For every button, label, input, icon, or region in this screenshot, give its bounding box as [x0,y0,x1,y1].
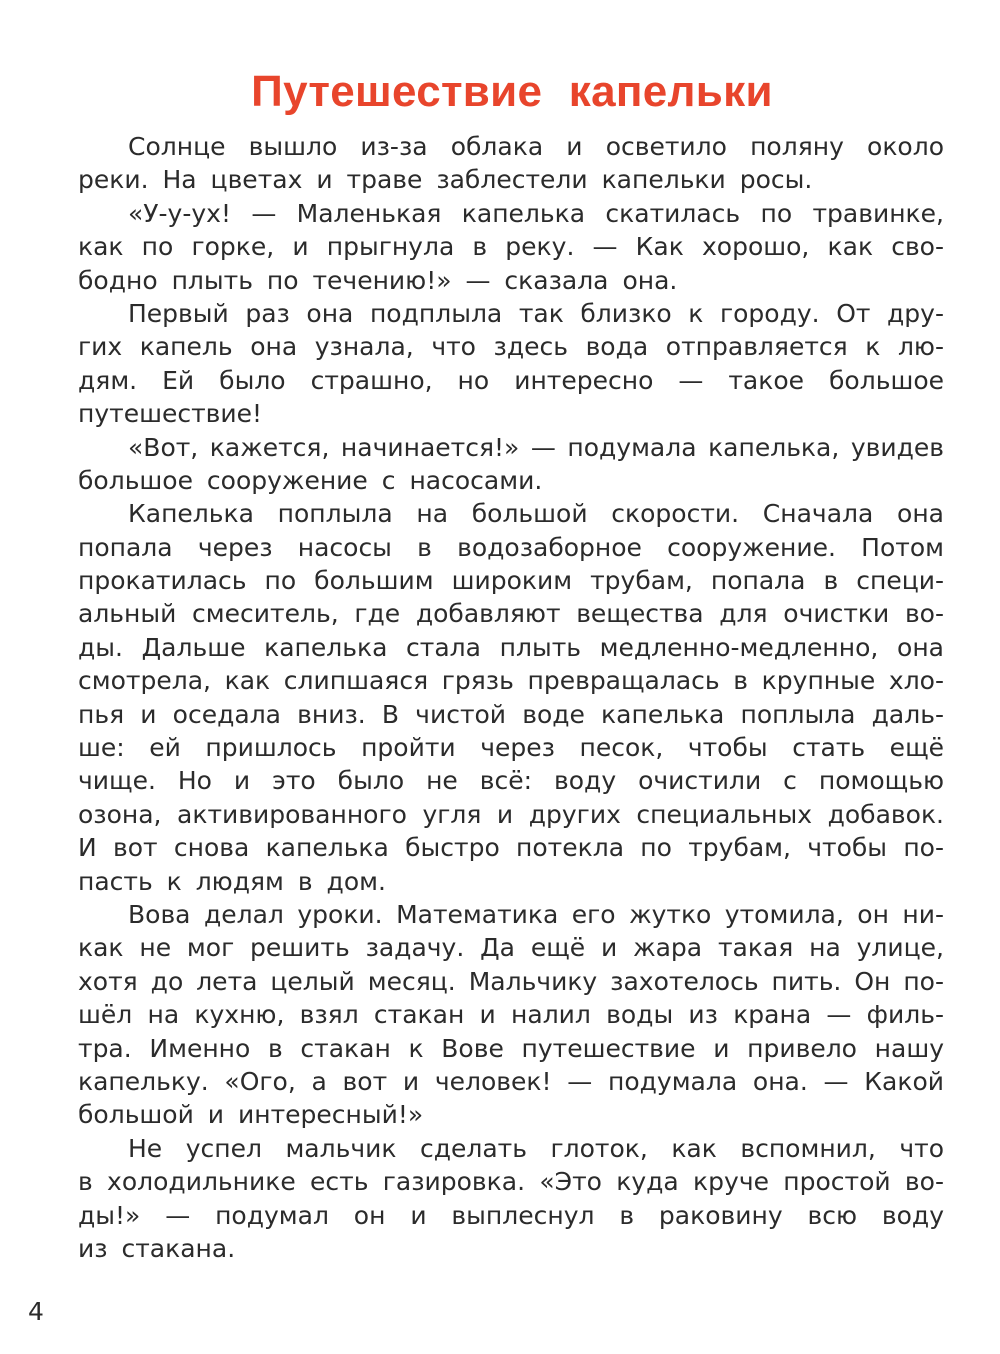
text-line: пья и оседала вниз. В чистой воде капелька поплыла даль- [78,699,944,729]
text-line: Капелька поплыла на большой скорости. Сначала она [128,499,944,529]
text-line: чище. Но и это было не всё: воду очистили с помощью [78,766,944,796]
text-line: как не мог решить задачу. Да ещё и жара такая на улице, [78,933,944,963]
text-line: озона, активированного угля и других специальных добавок. [78,799,944,829]
text-line: ше: ей пришлось пройти через песок, чтобы стать ещё [78,733,944,763]
text-line: шёл на кухню, взял стакан и налил воды из крана — филь- [78,1000,944,1030]
text-line: тра. Именно в стакан к Вове путешествие и привело нашу [78,1033,944,1063]
text-line: Не успел мальчик сделать глоток, как вспомнил, что [128,1133,944,1163]
text-line: «Вот, кажется, начинается!» — подумала капелька, увидев [128,432,944,462]
text-line: ды!» — подумал он и выплеснул в раковину всю воду [78,1200,944,1230]
text-line: как по горке, и прыгнула в реку. — Как хорошо, как сво- [78,232,944,262]
text-line: в холодильнике есть газировка. «Это куда круче простой во- [78,1167,944,1197]
page-title: Путешествие капельки [251,67,773,116]
text-line: бодно плыть по течению!» — сказала она. [78,265,678,295]
text-line: большое сооружение с насосами. [78,465,543,495]
text-line: путешествие! [78,399,263,429]
text-line: ды. Дальше капелька стала плыть медленно-медленно, она [78,632,944,662]
page-number: 4 [28,1297,44,1326]
text-line: хотя до лета целый месяц. Мальчику захотелось пить. Он по- [78,966,944,996]
text-line: Первый раз она подплыла так близко к городу. От дру- [128,298,944,328]
text-line: прокатилась по большим широким трубам, попала в специ- [78,566,944,596]
text-line: попала через насосы в водозаборное сооружение. Потом [78,532,944,562]
text-line: дям. Ей было страшно, но интересно — такое большое [78,365,944,395]
text-line: из стакана. [78,1233,236,1263]
text-line: И вот снова капелька быстро потекла по трубам, чтобы по- [78,833,944,863]
text-line: большой и интересный!» [78,1100,424,1130]
text-line: реки. На цветах и траве заблестели капельки росы. [78,165,813,195]
text-line: капельку. «Ого, а вот и человек! — подумала она. — Какой [78,1066,944,1096]
text-line: «У-у-ух! — Маленькая капелька скатилась по травинке, [128,198,944,228]
text-line: гих капель она узнала, что здесь вода отправляется к лю- [78,332,944,362]
text-line: альный смеситель, где добавляют вещества для очистки во- [78,599,944,629]
text-line: смотрела, как слипшаяся грязь превращалась в крупные хло- [78,666,944,696]
text-line: пасть к людям в дом. [78,866,386,896]
text-line: Вова делал уроки. Математика его жутко утомила, он ни- [128,899,944,929]
text-line: Солнце вышло из-за облака и осветило поляну около [128,132,944,161]
story-text [78,130,944,1265]
